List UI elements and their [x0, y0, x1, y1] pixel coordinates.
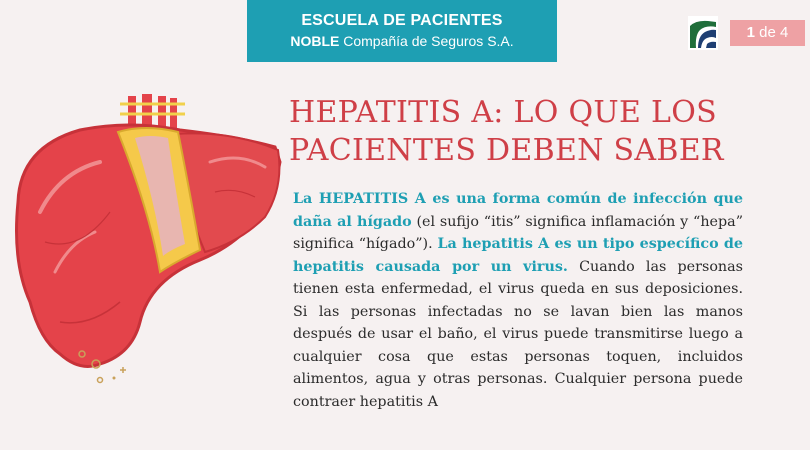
body-text-1: (el sufijo “itis” significa inflamación y “hepa” significa “hígado”). — [293, 213, 744, 252]
page-total: de 4 — [759, 24, 789, 41]
company-brand: NOBLE — [290, 33, 340, 49]
noble-logo-icon — [688, 16, 718, 50]
title-line-1: HEPATITIS A: LO QUE LOS — [289, 95, 717, 130]
header-banner — [247, 0, 557, 62]
company-name: Compañía de Seguros S.A. — [343, 33, 514, 49]
liver-illustration-icon — [0, 92, 290, 392]
title-line-2: PACIENTES DEBEN SABER — [289, 133, 724, 168]
body-text-2: Cuando las personas tienen esta enfermedad, el virus queda en sus deposiciones. Si las personas infectadas no se lavan bien las manos después de usar el baño, el virus puede transmitirse luego a cualquier cosa que estas personas toquen, incluidos alimentos, agua y otras personas. Cualquier persona puede contraer hepatitis A — [293, 258, 743, 410]
highlight-definition: La HEPATITIS A es una forma común de infección que daña al hígado — [293, 191, 743, 230]
header-company — [247, 33, 557, 49]
page-title — [289, 94, 809, 170]
header-title: ESCUELA DE PACIENTES — [301, 12, 503, 29]
article-body — [293, 188, 743, 413]
page-current: 1 — [746, 24, 755, 41]
page-indicator — [730, 20, 805, 46]
highlight-virus: La hepatitis A es un tipo específico de hepatitis causada por un virus. — [293, 236, 743, 275]
